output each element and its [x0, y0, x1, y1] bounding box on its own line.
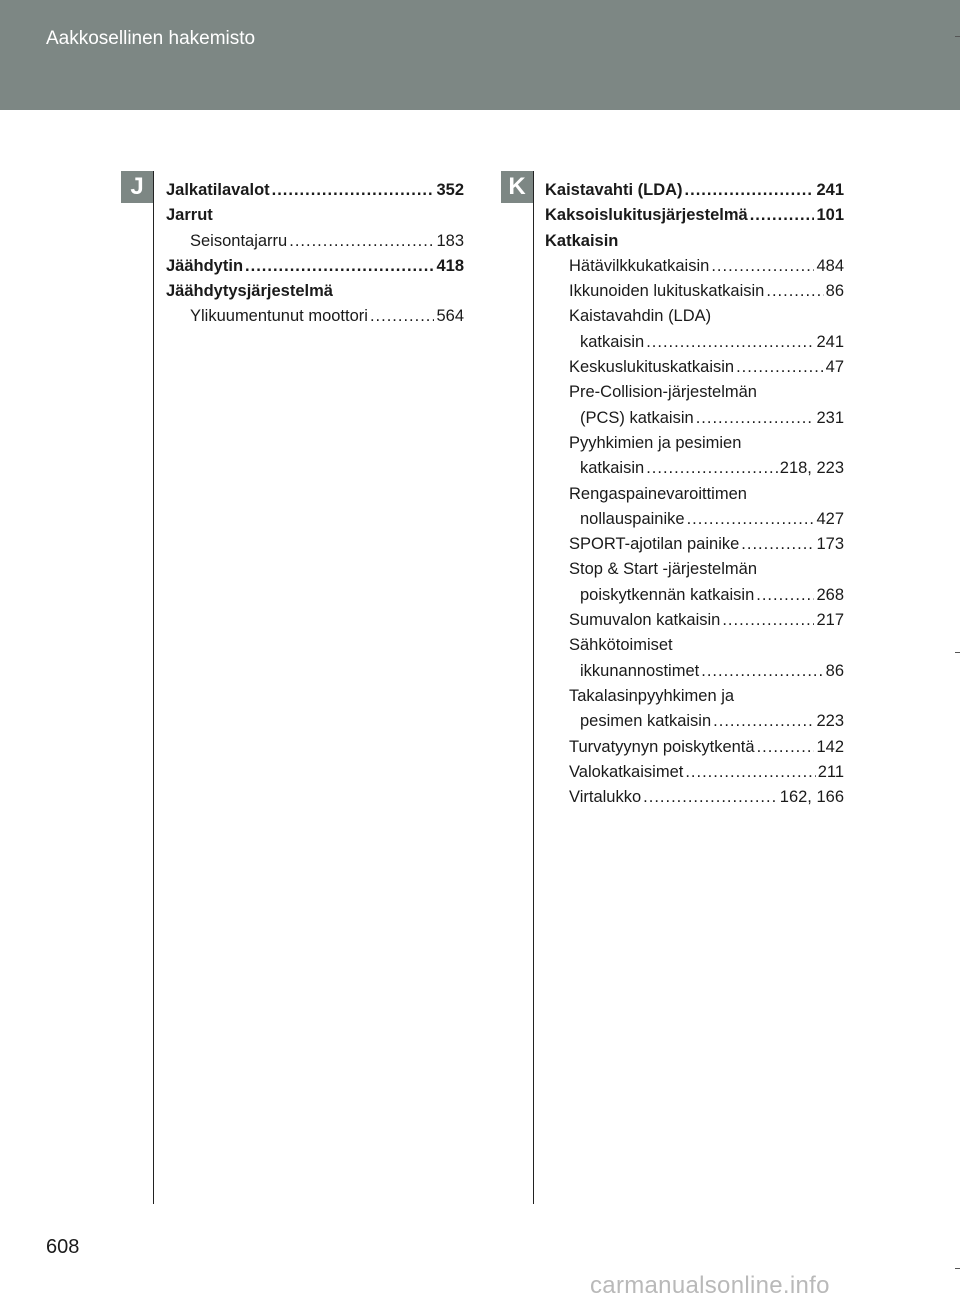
index-entry-text: Jäähdytysjärjestelmä [166, 282, 333, 301]
leader-dots [646, 456, 778, 481]
leader-dots [643, 785, 778, 810]
index-entry-text: Kaistavahdin (LDA) [569, 307, 712, 326]
index-entry-text: Ikkunoiden lukituskatkaisin [569, 282, 765, 301]
index-entry [545, 608, 844, 633]
index-entry-text: Jalkatilavalot [166, 181, 270, 199]
leader-dots [370, 304, 435, 329]
leader-dots [736, 355, 824, 380]
index-page-ref: 223 [816, 712, 844, 731]
index-entry-text: Turvatyynyn poiskytkentä [569, 737, 755, 756]
leader-dots [289, 229, 434, 254]
leader-dots [272, 178, 435, 203]
index-entry-text: Valokatkaisimet [569, 762, 684, 781]
column-divider [153, 171, 154, 1204]
index-entry [545, 684, 844, 709]
index-entry-text: Hätävilkkukatkaisin [569, 256, 710, 275]
index-page-ref: 564 [436, 307, 464, 326]
index-entry [545, 178, 844, 203]
index-entry-text: Kaksoislukitusjärjestelmä [545, 206, 748, 225]
index-entry [545, 279, 844, 304]
watermark: carmanualsonline.info [590, 1272, 830, 1299]
index-entry [545, 482, 844, 507]
index-entry-text: Ylikuumentunut moottori [190, 307, 368, 326]
index-entry [545, 583, 844, 608]
index-entry [545, 254, 844, 279]
index-entry [545, 456, 844, 481]
section-letter-k: K [501, 171, 533, 203]
index-page-ref: 241 [816, 181, 844, 199]
index-page-ref: 241 [816, 332, 844, 351]
index-entry-text: Sumuvalon katkaisin [569, 611, 721, 630]
index-entry [545, 507, 844, 532]
leader-dots [701, 659, 823, 684]
leader-dots [750, 203, 815, 228]
leader-dots [685, 760, 815, 785]
leader-dots [711, 254, 814, 279]
index-page-ref: 231 [816, 408, 844, 427]
index-entry-text: Sähkötoimiset [569, 636, 673, 655]
index-page-ref: 86 [825, 661, 844, 680]
index-entry-text: SPORT-ajotilan painike [569, 535, 740, 554]
index-entry-text: Takalasinpyyhkimen ja [569, 686, 735, 705]
index-entry [545, 229, 844, 254]
index-entry [545, 557, 844, 582]
index-entry-text: katkaisin [580, 459, 645, 478]
index-entry-text: katkaisin [580, 332, 645, 351]
index-entry-text: (PCS) katkaisin [580, 408, 694, 427]
page-header [0, 0, 960, 110]
index-page-ref: 211 [817, 762, 844, 781]
index-entry [545, 304, 844, 329]
index-entry-text: pesimen katkaisin [580, 712, 712, 731]
leader-dots [722, 608, 814, 633]
index-page-ref: 268 [816, 585, 844, 604]
index-entry [545, 709, 844, 734]
index-page-ref: 173 [816, 535, 844, 554]
index-column-k [545, 178, 844, 810]
leader-dots [687, 507, 815, 532]
index-entry [166, 203, 464, 228]
index-entry [545, 532, 844, 557]
index-entry [166, 178, 464, 203]
leader-dots [646, 330, 814, 355]
index-entry [166, 279, 464, 304]
index-entry [545, 355, 844, 380]
crop-mark [955, 36, 960, 37]
index-entry [545, 760, 844, 785]
index-column-j [166, 178, 464, 330]
index-entry [545, 330, 844, 355]
index-page-ref: 162, 166 [779, 788, 844, 807]
index-entry-text: nollauspainike [580, 509, 685, 528]
index-entry [545, 203, 844, 228]
crop-mark [955, 1268, 960, 1269]
index-entry-text: Kaistavahti (LDA) [545, 181, 683, 199]
index-entry-text: Pre-Collision-järjestelmän [569, 383, 757, 402]
index-entry [545, 406, 844, 431]
index-page-ref: 47 [825, 358, 844, 377]
index-page-ref: 352 [436, 181, 464, 199]
column-divider [533, 171, 534, 1204]
leader-dots [696, 406, 815, 431]
section-letter-j: J [121, 171, 153, 203]
leader-dots [685, 178, 815, 203]
leader-dots [741, 532, 814, 557]
index-page-ref: 427 [816, 509, 844, 528]
index-entry [545, 735, 844, 760]
index-entry-text: ikkunannostimet [580, 661, 700, 680]
index-entry [545, 659, 844, 684]
page-number: 608 [46, 1236, 80, 1258]
header-title: Aakkosellinen hakemisto [46, 28, 256, 49]
index-entry-text: Rengaspainevaroittimen [569, 484, 747, 503]
index-page-ref: 218, 223 [779, 459, 844, 478]
index-entry [166, 304, 464, 329]
index-entry [166, 229, 464, 254]
leader-dots [245, 254, 434, 279]
index-entry-text: Pyyhkimien ja pesimien [569, 433, 742, 452]
index-page-ref: 101 [816, 206, 844, 225]
index-entry [545, 785, 844, 810]
index-entry [545, 431, 844, 456]
index-entry [545, 633, 844, 658]
index-page-ref: 217 [816, 611, 844, 630]
leader-dots [756, 583, 814, 608]
index-entry [545, 380, 844, 405]
index-entry-text: Keskuslukituskatkaisin [569, 358, 735, 377]
index-entry-text: Virtalukko [569, 788, 642, 807]
leader-dots [766, 279, 823, 304]
index-page-ref: 86 [825, 282, 844, 301]
index-entry [166, 254, 464, 279]
index-entry-text: poiskytkennän katkaisin [580, 585, 755, 604]
index-page-ref: 418 [436, 256, 464, 275]
index-page-ref: 183 [436, 231, 464, 250]
index-entry-text: Stop & Start -järjestelmän [569, 560, 757, 579]
index-entry-text: Seisontajarru [190, 231, 288, 250]
leader-dots [713, 709, 814, 734]
index-page-ref: 142 [816, 737, 844, 756]
leader-dots [757, 735, 815, 760]
crop-mark [955, 652, 960, 653]
index-entry-text: Jäähdytin [166, 256, 244, 275]
index-entry-text: Katkaisin [545, 231, 619, 250]
index-page-ref: 484 [816, 256, 844, 275]
index-entry-text: Jarrut [166, 206, 213, 225]
